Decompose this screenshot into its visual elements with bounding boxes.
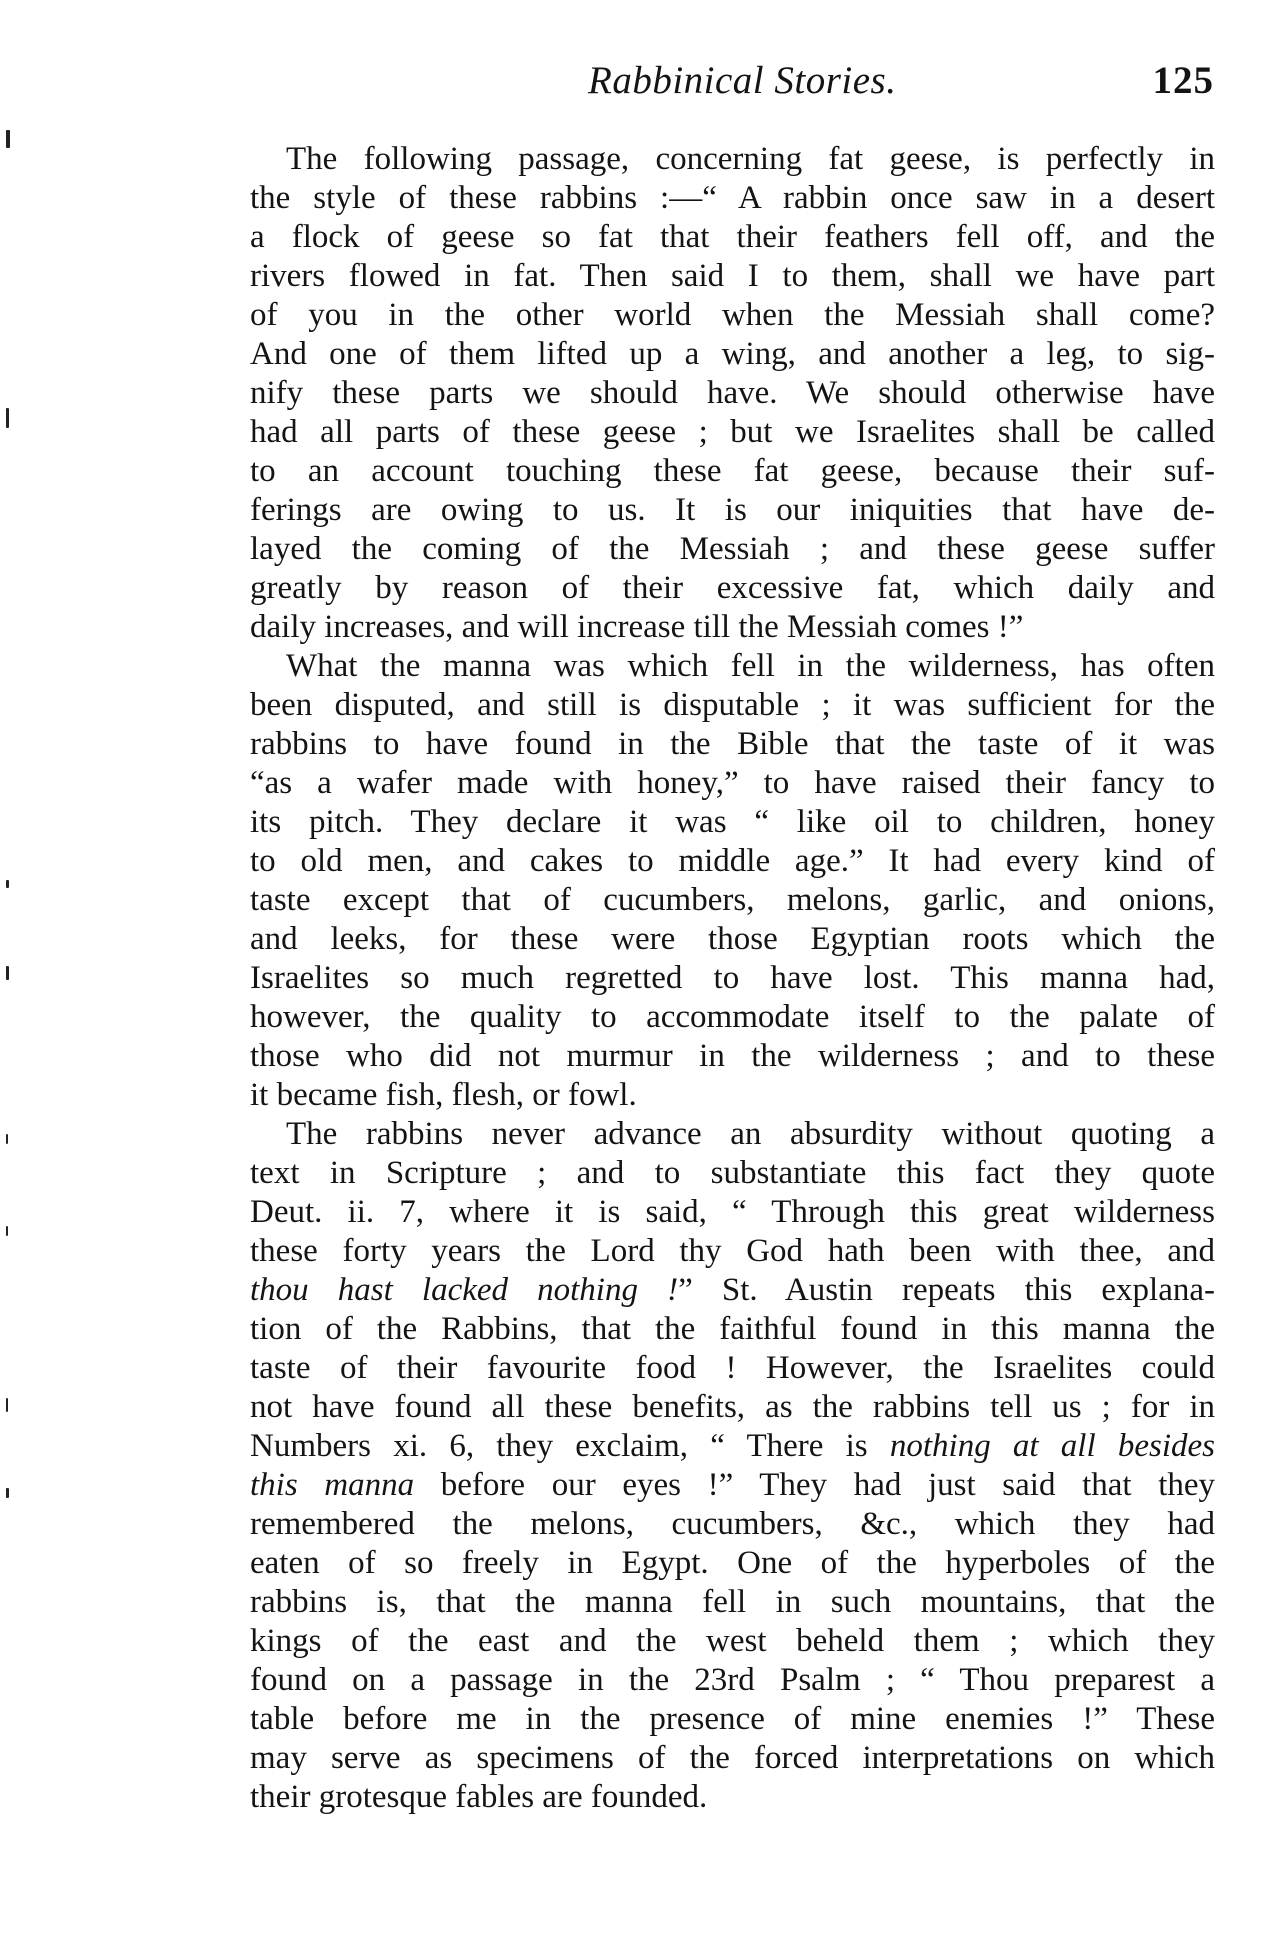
body-text — [250, 140, 1215, 1817]
text-line: And one of them lifted up a wing, and another a leg, to sig- — [250, 336, 1215, 372]
text-line: rabbins to have found in the Bible that the taste of it was — [250, 726, 1215, 762]
text-line: the style of these rabbins :—“ A rabbin once saw in a desert — [250, 180, 1215, 216]
paragraph — [250, 1115, 1215, 1817]
text-line: may serve as specimens of the forced interpretations on which — [250, 1740, 1215, 1776]
text-line: tion of the Rabbins, that the faithful found in this manna the — [250, 1311, 1215, 1347]
gutter-speck — [6, 880, 9, 888]
paragraph — [250, 140, 1215, 647]
text-line: a flock of geese so fat that their feathers fell off, and the — [250, 219, 1215, 255]
text-line: those who did not murmur in the wilderness ; and to these — [250, 1038, 1215, 1074]
gutter-speck — [6, 966, 9, 980]
text-line: not have found all these benefits, as the rabbins tell us ; for in — [250, 1389, 1215, 1425]
text-line: text in Scripture ; and to substantiate this fact they quote — [250, 1155, 1215, 1191]
gutter-speck — [6, 1134, 8, 1144]
text-line: of you in the other world when the Messiah shall come? — [250, 297, 1215, 333]
running-header — [250, 58, 1250, 112]
text-line: greatly by reason of their excessive fat, which daily and — [250, 570, 1215, 606]
text-line: had all parts of these geese ; but we Israelites shall be called — [250, 414, 1215, 450]
text-line: Deut. ii. 7, where it is said, “ Through this great wilderness — [250, 1194, 1215, 1230]
text-line: however, the quality to accommodate itself to the palate of — [250, 999, 1215, 1035]
gutter-speck — [6, 1226, 8, 1236]
text-line: rivers flowed in fat. Then said I to them, shall we have part — [250, 258, 1215, 294]
text-line: thou hast lacked nothing !” St. Austin repeats this explana- — [250, 1272, 1215, 1308]
text-line: Numbers xi. 6, they exclaim, “ There is nothing at all besides — [250, 1428, 1215, 1464]
text-line: it became fish, flesh, or fowl. — [250, 1077, 637, 1113]
text-line: layed the coming of the Messiah ; and these geese suffer — [250, 531, 1215, 567]
text-line: taste of their favourite food ! However, the Israelites could — [250, 1350, 1215, 1386]
page-number: 125 — [1152, 59, 1214, 102]
text-line: What the manna was which fell in the wilderness, has often — [286, 648, 1215, 684]
text-line: eaten of so freely in Egypt. One of the hyperboles of the — [250, 1545, 1215, 1581]
paragraph — [250, 647, 1215, 1115]
text-line: to old men, and cakes to middle age.” It had every kind of — [250, 843, 1215, 879]
text-line: “as a wafer made with honey,” to have raised their fancy to — [250, 765, 1215, 801]
text-line: remembered the melons, cucumbers, &c., which they had — [250, 1506, 1215, 1542]
text-line: kings of the east and the west beheld them ; which they — [250, 1623, 1215, 1659]
text-line: taste except that of cucumbers, melons, garlic, and onions, — [250, 882, 1215, 918]
text-line: The following passage, concerning fat geese, is perfectly in — [286, 141, 1215, 177]
text-line: daily increases, and will increase till the Messiah comes !” — [250, 609, 1024, 645]
text-line: this manna before our eyes !” They had just said that they — [250, 1467, 1215, 1503]
gutter-speck — [6, 1398, 8, 1412]
text-line: been disputed, and still is disputable ; it was sufficient for the — [250, 687, 1215, 723]
text-line: found on a passage in the 23rd Psalm ; “ Thou preparest a — [250, 1662, 1215, 1698]
text-line: its pitch. They declare it was “ like oil to children, honey — [250, 804, 1215, 840]
text-line: nify these parts we should have. We should otherwise have — [250, 375, 1215, 411]
text-line: their grotesque fables are founded. — [250, 1779, 708, 1815]
text-line: and leeks, for these were those Egyptian roots which the — [250, 921, 1215, 957]
text-line: these forty years the Lord thy God hath been with thee, and — [250, 1233, 1215, 1269]
text-line: The rabbins never advance an absurdity without quoting a — [286, 1116, 1215, 1152]
gutter-speck — [6, 130, 10, 148]
text-line: to an account touching these fat geese, because their suf- — [250, 453, 1215, 489]
gutter-speck — [6, 1488, 9, 1498]
text-line: Israelites so much regretted to have lost. This manna had, — [250, 960, 1215, 996]
text-line: ferings are owing to us. It is our iniquities that have de- — [250, 492, 1215, 528]
text-line: table before me in the presence of mine enemies !” These — [250, 1701, 1215, 1737]
gutter-speck — [6, 408, 9, 428]
running-title: Rabbinical Stories. — [588, 59, 897, 102]
text-line: rabbins is, that the manna fell in such mountains, that the — [250, 1584, 1215, 1620]
